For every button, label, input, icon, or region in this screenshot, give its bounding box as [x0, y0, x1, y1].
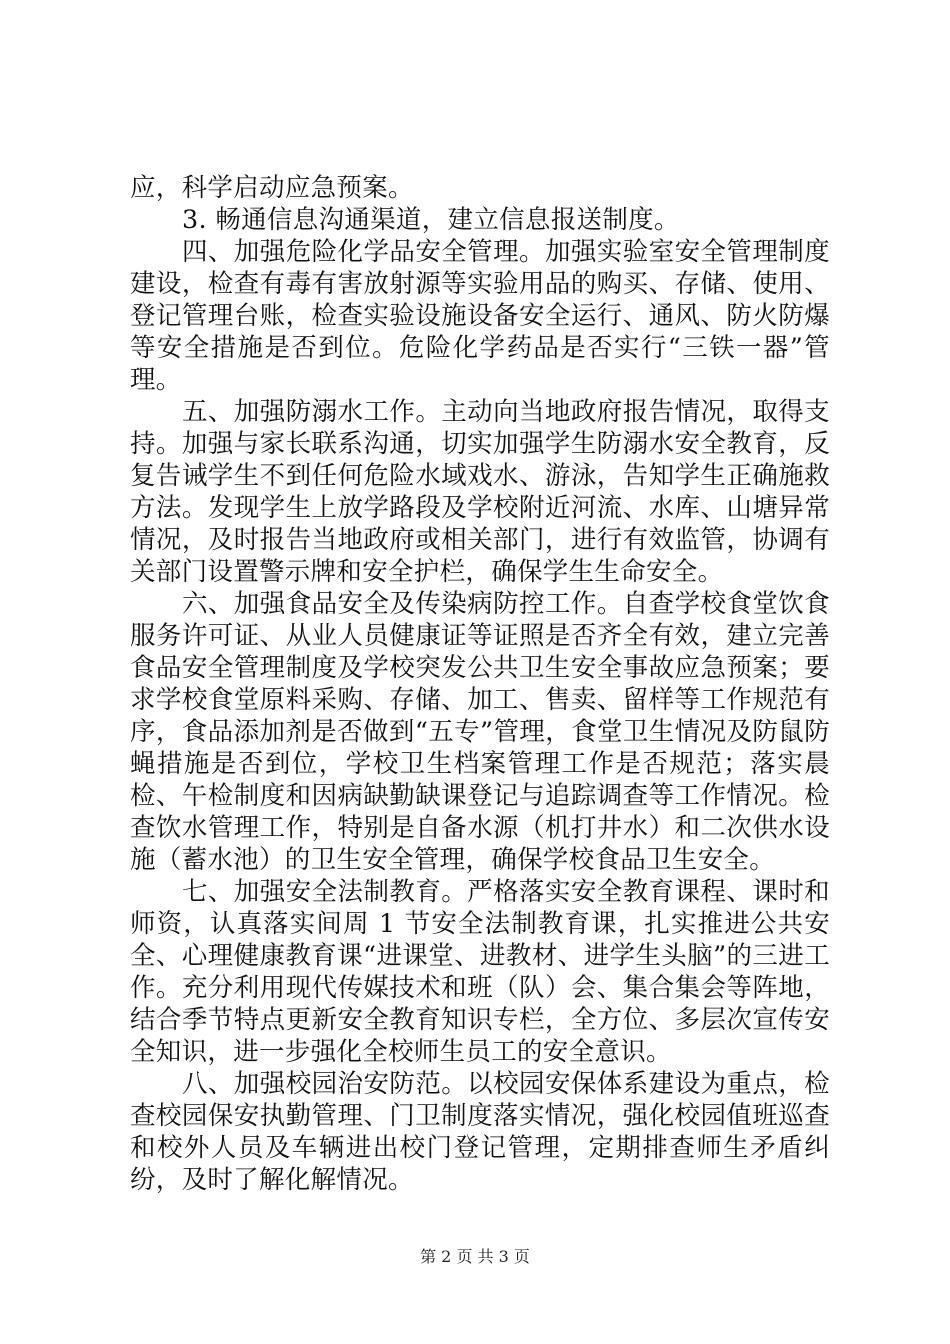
document-body: [130, 172, 830, 1196]
paragraph-section-4: 四、加强危险化学品安全管理。加强实验室安全管理制度建设，检查有毒有害放射源等实验用品的购买、存储、使用、登记管理台账，检查实验设施设备安全运行、通风、防火防爆等安全措施是否到位。危险化学药品是否实行“三铁一器”管理。: [130, 237, 830, 395]
paragraph-continuation: 应，科学启动应急预案。: [130, 173, 414, 203]
paragraph-section-6: 六、加强食品安全及传染病防控工作。自查学校食堂饮食服务许可证、从业人员健康证等证照是否齐全有效，建立完善食品安全管理制度及学校突发公共卫生安全事故应急预案；要求学校食堂原料采购、存储、加工、售卖、留样等工作规范有序，食品添加剂是否做到“五专”管理，食堂卫生情况及防鼠防蝇措施是否到位，学校卫生档案管理工作是否规范；落实晨检、午检制度和因病缺勤缺课登记与追踪调查等工作情况。检查饮水管理工作，特别是自备水源（机打井水）和二次供水设施（蓄水池）的卫生安全管理，确保学校食品卫生安全。: [130, 589, 830, 875]
paragraph-section-8: 八、加强校园治安防范。以校园安保体系建设为重点，检查校园保安执勤管理、门卫制度落实情况，强化校园值班巡查和校外人员及车辆进出校门登记管理，定期排查师生矛盾纠纷，及时了解化解情况。: [130, 1069, 830, 1195]
paragraph-item-3: 3. 畅通信息沟通渠道，建立信息报送制度。: [182, 205, 680, 235]
paragraph-section-7: 七、加强安全法制教育。严格落实安全教育课程、课时和师资，认真落实间周 1 节安全法制教育课，扎实推进公共安全、心理健康教育课“进课堂、进教材、进学生头脑”的三进工作。充分利用现代传媒技术和班（队）会、集合集会等阵地，结合季节特点更新安全教育知识专栏，全方位、多层次宣传安全知识，进一步强化全校师生员工的安全意识。: [130, 877, 830, 1067]
paragraph-section-5: 五、加强防溺水工作。主动向当地政府报告情况，取得支持。加强与家长联系沟通，切实加强学生防溺水安全教育，反复告诫学生不到任何危险水域戏水、游泳，告知学生正确施救方法。发现学生上放学路段及学校附近河流、水库、山塘异常情况，及时报告当地政府或相关部门，进行有效监管，协调有关部门设置警示牌和安全护栏，确保学生生命安全。: [130, 397, 830, 587]
page-footer: 第 2 页 共 3 页: [420, 1247, 530, 1266]
